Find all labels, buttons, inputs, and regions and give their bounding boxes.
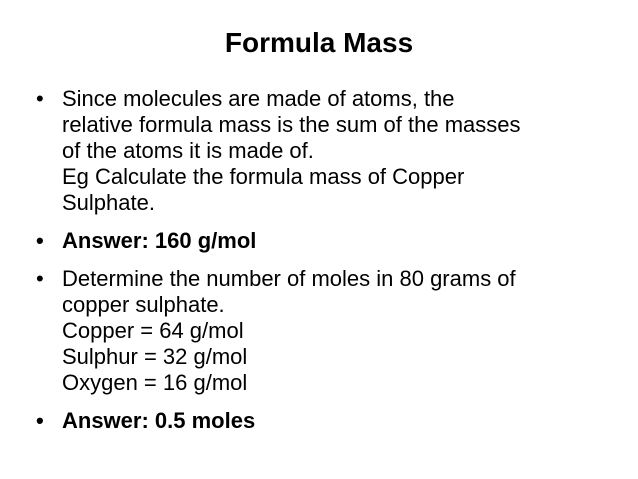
- bullet-line: Determine the number of moles in 80 grams of: [62, 266, 516, 291]
- bullet-answer-moles: [36, 408, 616, 434]
- bullet-answer-formula-mass: [36, 228, 616, 254]
- bullet-line: Eg Calculate the formula mass of Copper: [62, 164, 465, 189]
- bullet-line: Oxygen = 16 g/mol: [62, 370, 248, 395]
- bullet-explanation: [36, 86, 616, 216]
- bullet-dot-icon: •: [36, 86, 44, 111]
- bullet-line: of the atoms it is made of.: [62, 138, 314, 163]
- bullet-moles-question: [36, 266, 616, 396]
- bullet-dot-icon: •: [36, 266, 44, 291]
- bullet-line: Answer: 160 g/mol: [62, 228, 257, 253]
- bullet-line: Copper = 64 g/mol: [62, 318, 244, 343]
- bullet-line: Sulphur = 32 g/mol: [62, 344, 248, 369]
- bullet-line: Sulphate.: [62, 190, 155, 215]
- bullet-list: [36, 86, 616, 446]
- slide-title: Formula Mass: [224, 27, 414, 58]
- bullet-dot-icon: •: [36, 408, 44, 433]
- bullet-line: Answer: 0.5 moles: [62, 408, 256, 433]
- bullet-line: copper sulphate.: [62, 292, 225, 317]
- bullet-line: relative formula mass is the sum of the masses: [62, 112, 521, 137]
- bullet-line: Since molecules are made of atoms, the: [62, 86, 455, 111]
- bullet-dot-icon: •: [36, 228, 44, 253]
